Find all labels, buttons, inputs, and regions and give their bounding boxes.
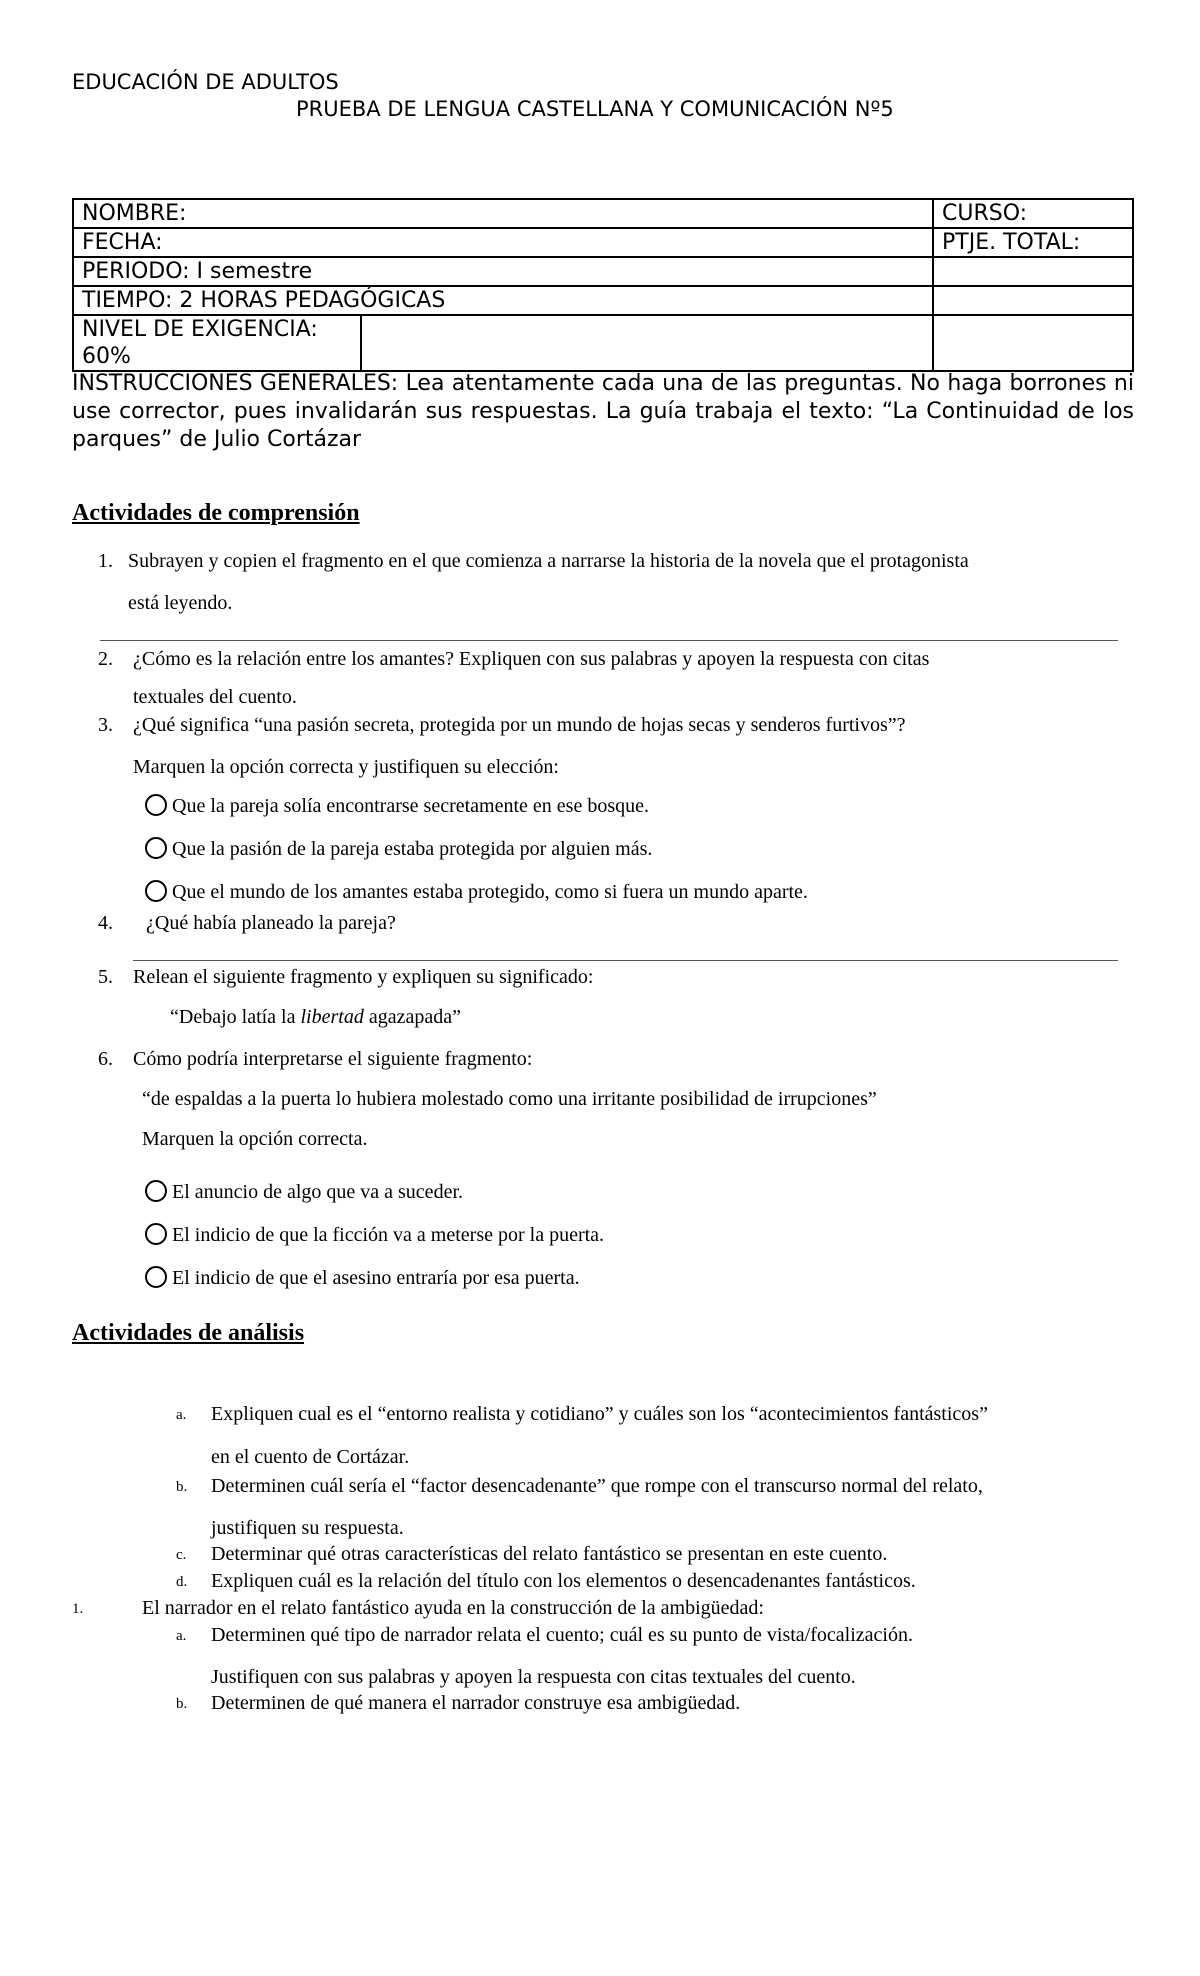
option-item[interactable] — [145, 1223, 604, 1247]
empty-cell — [933, 286, 1133, 315]
item-letter: d. — [176, 1574, 188, 1590]
question-number: 1. — [98, 550, 113, 572]
question-1-text-cont: está leyendo. — [128, 592, 233, 614]
radio-circle-icon[interactable] — [145, 1223, 167, 1245]
option-item[interactable] — [145, 880, 808, 904]
course-field[interactable]: CURSO: — [933, 199, 1133, 228]
requirement-value: 60% — [82, 344, 131, 369]
option-item[interactable] — [145, 837, 652, 861]
total-score-field[interactable]: PTJE. TOTAL: — [933, 228, 1133, 257]
item-letter: a. — [176, 1628, 187, 1644]
narrator-a-text-cont: Justifiquen con sus palabras y apoyen la respuesta con citas textuales del cuento. — [211, 1666, 856, 1688]
analysis-b-text-cont: justifiquen su respuesta. — [211, 1517, 404, 1539]
narrator-b-text: Determinen de qué manera el narrador construye esa ambigüedad. — [211, 1692, 741, 1714]
comprehension-section-title: Actividades de comprensión — [72, 500, 360, 526]
empty-cell — [933, 315, 1133, 371]
question-2-text-cont: textuales del cuento. — [133, 686, 297, 708]
item-letter: a. — [176, 1407, 187, 1423]
answer-line[interactable] — [133, 960, 1118, 961]
empty-cell — [361, 315, 933, 371]
question-6-text: Cómo podría interpretarse el siguiente fragmento: — [133, 1048, 533, 1070]
radio-circle-icon[interactable] — [145, 1180, 167, 1202]
question-3-instruction: Marquen la opción correcta y justifiquen su elección: — [133, 756, 559, 778]
question-1-text: Subrayen y copien el fragmento en el que comienza a narrarse la historia de la novela que el protagonista — [128, 550, 969, 572]
question-4-text: ¿Qué había planeado la pareja? — [146, 912, 396, 934]
narrator-question-text: El narrador en el relato fantástico ayuda en la construcción de la ambigüedad: — [142, 1597, 764, 1619]
question-6-quote: “de espaldas a la puerta lo hubiera molestado como una irritante posibilidad de irrupciones” — [142, 1088, 877, 1110]
date-field[interactable]: FECHA: — [73, 228, 933, 257]
option-item[interactable] — [145, 794, 649, 818]
option-text: El anuncio de algo que va a suceder. — [172, 1181, 463, 1203]
question-2-text: ¿Cómo es la relación entre los amantes? Expliquen con sus palabras y apoyen la respuesta con citas — [133, 648, 930, 670]
radio-circle-icon[interactable] — [145, 794, 167, 816]
question-number: 2. — [98, 648, 113, 670]
option-text: Que la pareja solía encontrarse secretamente en ese bosque. — [172, 795, 649, 817]
analysis-section-title: Actividades de análisis — [72, 1320, 305, 1346]
analysis-d-text: Expliquen cuál es la relación del título con los elementos o desencadenantes fantásticos. — [211, 1570, 916, 1592]
narrator-a-text: Determinen qué tipo de narrador relata el cuento; cuál es su punto de vista/focalización. — [211, 1624, 913, 1646]
requirement-label: NIVEL DE EXIGENCIA: — [82, 317, 318, 342]
radio-circle-icon[interactable] — [145, 837, 167, 859]
item-letter: c. — [176, 1547, 187, 1563]
option-text: Que el mundo de los amantes estaba protegido, como si fuera un mundo aparte. — [172, 881, 808, 903]
analysis-a-text-cont: en el cuento de Cortázar. — [211, 1446, 410, 1468]
radio-circle-icon[interactable] — [145, 1266, 167, 1288]
item-letter: b. — [176, 1696, 188, 1712]
question-number: 4. — [98, 912, 113, 934]
student-info-table — [72, 198, 1134, 372]
question-number: 3. — [98, 714, 113, 736]
option-item[interactable] — [145, 1266, 580, 1290]
radio-circle-icon[interactable] — [145, 880, 167, 902]
period-cell: PERIODO: I semestre — [73, 257, 933, 286]
item-number: 1. — [72, 1601, 84, 1617]
empty-cell — [933, 257, 1133, 286]
question-6-instruction: Marquen la opción correcta. — [142, 1128, 368, 1150]
test-title: PRUEBA DE LENGUA CASTELLANA Y COMUNICACIÓN Nº5 — [296, 97, 894, 121]
question-3-text: ¿Qué significa “una pasión secreta, protegida por un mundo de hojas secas y senderos furtivos”? — [133, 714, 906, 736]
question-number: 5. — [98, 966, 113, 988]
answer-line[interactable] — [100, 640, 1118, 641]
time-cell: TIEMPO: 2 HORAS PEDAGÓGICAS — [73, 286, 933, 315]
school-title: EDUCACIÓN DE ADULTOS — [72, 70, 339, 94]
option-text: Que la pasión de la pareja estaba protegida por alguien más. — [172, 838, 653, 860]
question-5-text: Relean el siguiente fragmento y expliquen su significado: — [133, 966, 594, 988]
requirement-level-cell — [73, 315, 361, 371]
question-number: 6. — [98, 1048, 113, 1070]
item-letter: b. — [176, 1479, 188, 1495]
option-item[interactable] — [145, 1180, 463, 1204]
analysis-b-text: Determinen cuál sería el “factor desencadenante” que rompe con el transcurso normal del relato, — [211, 1475, 983, 1497]
option-text: El indicio de que la ficción va a meterse por la puerta. — [172, 1224, 605, 1246]
question-5-quote: “Debajo latía la libertad agazapada” — [170, 1006, 461, 1028]
general-instructions: INSTRUCCIONES GENERALES: Lea atentamente cada una de las preguntas. No haga borrones ni use corrector, pues invalidarán sus respuestas. La guía trabaja el texto: “La Continuidad de los parques” de Julio Cortázar — [72, 371, 1134, 452]
analysis-c-text: Determinar qué otras características del relato fantástico se presentan en este cuento. — [211, 1543, 888, 1565]
name-field[interactable]: NOMBRE: — [73, 199, 933, 228]
option-text: El indicio de que el asesino entraría por esa puerta. — [172, 1267, 580, 1289]
analysis-a-text: Expliquen cual es el “entorno realista y cotidiano” y cuáles son los “acontecimientos fantásticos” — [211, 1403, 988, 1425]
